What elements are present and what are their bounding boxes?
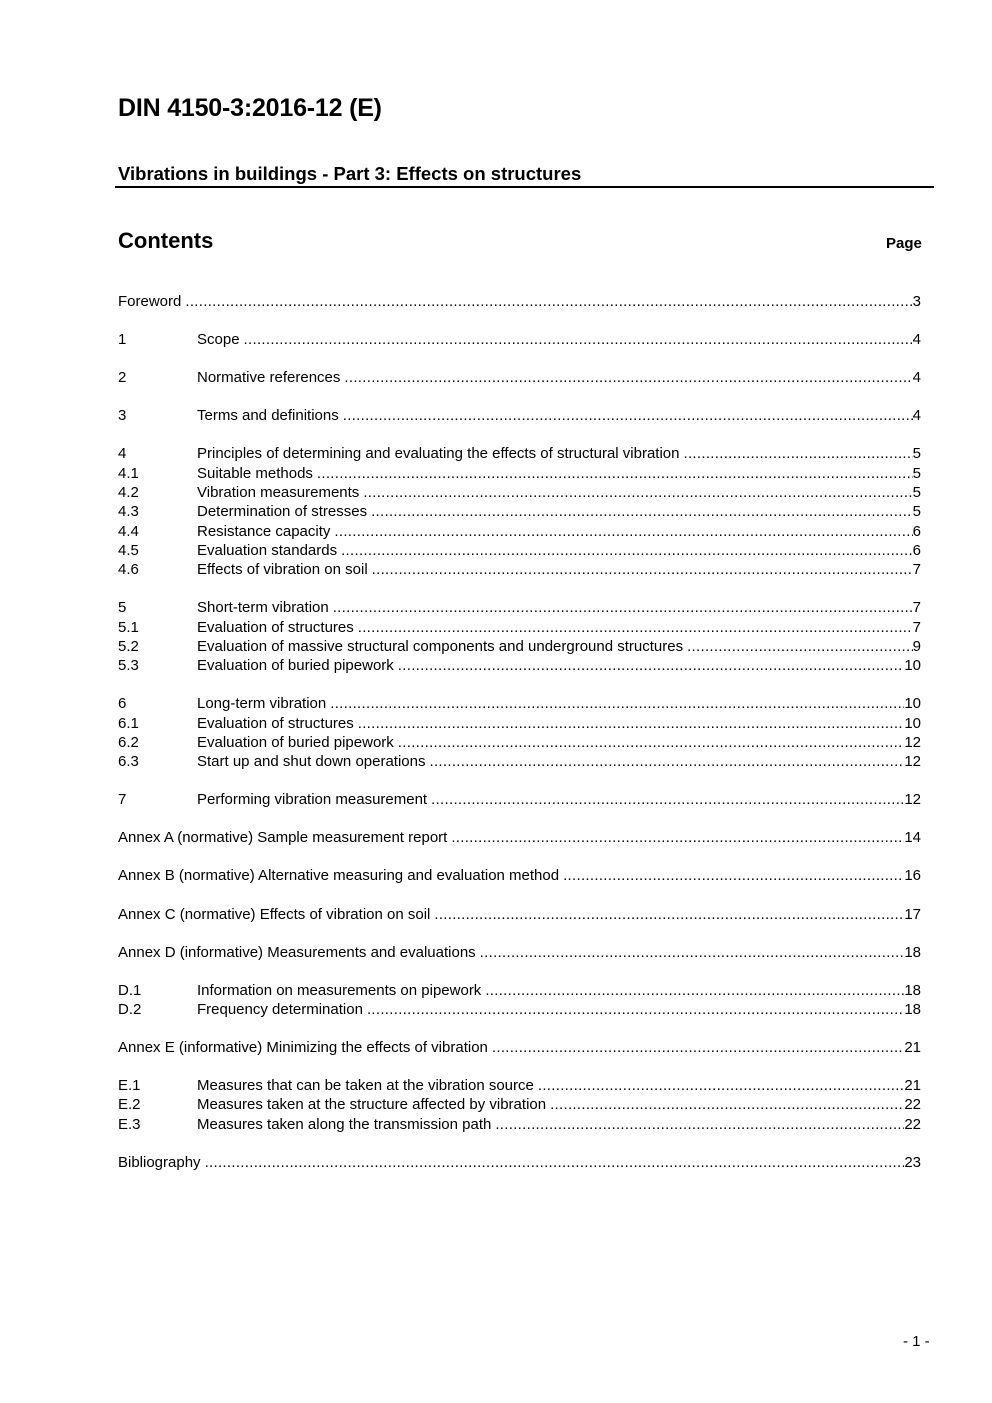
toc-entry[interactable] [118, 618, 921, 637]
document-id: DIN 4150-3:2016-12 (E) [118, 94, 382, 122]
toc-entry-page: 6 [912, 541, 921, 559]
toc-dot-leader [372, 560, 913, 579]
toc-entry-page: 7 [912, 599, 921, 617]
toc-entry[interactable] [118, 943, 921, 962]
toc-group [118, 905, 921, 924]
toc-entry-title: Terms and definitions [197, 407, 339, 425]
toc-entry-title: Long-term vibration [197, 695, 327, 713]
toc-entry-number: 1 [118, 331, 127, 349]
toc-entry-number: 2 [118, 369, 127, 387]
toc-entry-title: Scope [197, 331, 240, 349]
toc-entry-title: Suitable methods [197, 464, 313, 482]
toc-entry[interactable] [118, 502, 921, 521]
toc-dot-leader [492, 1038, 904, 1057]
toc-entry-number: 5 [118, 599, 127, 617]
toc-entry-page: 10 [904, 695, 921, 713]
toc-entry-title: Principles of determining and evaluating the effects of structural vibration [197, 445, 680, 463]
toc-entry-title: Annex B (normative) Alternative measuring and evaluation method [118, 867, 560, 885]
toc-dot-leader [480, 943, 905, 962]
toc-group [118, 598, 921, 675]
toc-dot-leader [334, 522, 912, 541]
toc-dot-leader [358, 618, 913, 637]
toc-group [118, 790, 921, 809]
toc-entry[interactable] [118, 656, 921, 675]
toc-entry-title: Resistance capacity [197, 522, 331, 540]
toc-entry[interactable] [118, 541, 921, 560]
toc-entry-number: 6.2 [118, 733, 139, 751]
toc-group [118, 444, 921, 579]
toc-entry-title: Frequency determination [197, 1000, 363, 1018]
toc-entry-page: 9 [912, 637, 921, 655]
toc-entry-title: Foreword [118, 293, 182, 310]
toc-dot-leader [244, 330, 913, 349]
toc-entry[interactable] [118, 1095, 921, 1114]
toc-entry[interactable] [118, 733, 921, 752]
toc-entry-title: Vibration measurements [197, 483, 360, 501]
toc-entry-page: 4 [912, 369, 921, 387]
toc-dot-leader [550, 1095, 904, 1114]
toc-entry-page: 5 [912, 483, 921, 501]
contents-heading: Contents [118, 228, 214, 253]
toc-entry-page: 21 [904, 1077, 921, 1095]
toc-entry-title: Annex C (normative) Effects of vibration on soil [118, 905, 431, 923]
toc-group [118, 292, 921, 311]
toc-entry-page: 12 [904, 791, 921, 809]
toc-entry-number: 4.1 [118, 464, 139, 482]
toc-entry[interactable] [118, 828, 921, 847]
toc-dot-leader [451, 828, 904, 847]
toc-group [118, 330, 921, 349]
toc-entry-number: E.2 [118, 1096, 141, 1114]
toc-entry-page: 18 [904, 943, 921, 961]
toc-group [118, 1076, 921, 1134]
toc-entry[interactable] [118, 752, 921, 771]
toc-entry-page: 10 [904, 714, 921, 732]
toc-group [118, 1153, 921, 1172]
toc-entry-title: Effects of vibration on soil [197, 561, 368, 579]
toc-entry-number: E.1 [118, 1077, 141, 1095]
toc-entry-page: 14 [904, 829, 921, 847]
toc-entry[interactable] [118, 905, 921, 924]
toc-dot-leader [430, 752, 905, 771]
toc-dot-leader [398, 656, 905, 675]
toc-entry-number: 4 [118, 445, 127, 463]
toc-dot-leader [431, 790, 904, 809]
toc-entry[interactable] [118, 522, 921, 541]
toc-entry-page: 10 [904, 657, 921, 675]
toc-dot-leader [317, 464, 913, 483]
toc-entry-title: Evaluation of structures [197, 618, 354, 636]
toc-dot-leader [538, 1076, 904, 1095]
toc-group [118, 981, 921, 1020]
toc-entry-title: Evaluation of massive structural components and underground structures [197, 637, 684, 655]
toc-dot-leader [485, 981, 904, 1000]
toc-entry-page: 18 [904, 981, 921, 999]
page-column-label: Page [886, 235, 922, 252]
toc-entry-page: 18 [904, 1000, 921, 1018]
toc-entry-page: 7 [912, 618, 921, 636]
toc-group [118, 1038, 921, 1057]
toc-dot-leader [363, 483, 912, 502]
toc-entry-page: 7 [912, 561, 921, 579]
toc-entry[interactable] [118, 560, 921, 579]
toc-dot-leader [344, 368, 912, 387]
toc-entry-title: Bibliography [118, 1153, 201, 1171]
header-rule [115, 186, 934, 188]
toc-entry-number: 6.1 [118, 714, 139, 732]
toc-dot-leader [563, 866, 904, 885]
toc-dot-leader [330, 694, 904, 713]
toc-entry-page: 4 [912, 407, 921, 425]
toc-entry[interactable] [118, 637, 921, 656]
table-of-contents [118, 292, 921, 1191]
toc-entry[interactable] [118, 1153, 921, 1172]
toc-entry-page: 12 [904, 733, 921, 751]
toc-dot-leader [434, 905, 904, 924]
toc-entry[interactable] [118, 714, 921, 733]
toc-entry-title: Determination of stresses [197, 503, 368, 521]
toc-entry-title: Normative references [197, 369, 341, 387]
toc-entry-title: Annex A (normative) Sample measurement report [118, 829, 448, 847]
toc-entry-number: 4.4 [118, 522, 139, 540]
toc-entry-page: 6 [912, 522, 921, 540]
document-subtitle: Vibrations in buildings - Part 3: Effects on structures [118, 163, 582, 184]
toc-entry-page: 22 [904, 1096, 921, 1114]
toc-entry-title: Evaluation of buried pipework [197, 657, 394, 675]
toc-entry-title: Short-term vibration [197, 599, 329, 617]
toc-entry-title: Annex D (informative) Measurements and evaluations [118, 943, 476, 961]
toc-dot-leader [341, 541, 913, 560]
toc-entry-title: Annex E (informative) Minimizing the effects of vibration [118, 1039, 488, 1057]
toc-entry-number: 6 [118, 695, 127, 713]
toc-entry-title: Measures taken at the structure affected by vibration [197, 1096, 547, 1114]
toc-entry[interactable] [118, 1000, 921, 1019]
toc-group [118, 368, 921, 387]
toc-entry-number: 5.1 [118, 618, 139, 636]
toc-entry-title: Evaluation standards [197, 541, 338, 559]
toc-dot-leader [205, 1153, 905, 1172]
toc-entry-title: Information on measurements on pipework [197, 981, 482, 999]
toc-entry[interactable] [118, 444, 921, 463]
toc-entry-number: D.2 [118, 1000, 142, 1018]
toc-group [118, 828, 921, 847]
toc-entry[interactable] [118, 464, 921, 483]
toc-entry-title: Evaluation of buried pipework [197, 733, 394, 751]
toc-entry-page: 23 [904, 1153, 921, 1171]
toc-entry[interactable] [118, 694, 921, 713]
toc-entry-number: D.1 [118, 981, 142, 999]
toc-entry[interactable] [118, 1038, 921, 1057]
toc-entry-page: 16 [904, 867, 921, 885]
toc-dot-leader [684, 444, 913, 463]
toc-entry-number: 6.3 [118, 753, 139, 771]
toc-entry-number: 4.5 [118, 541, 139, 559]
toc-entry-number: 3 [118, 407, 127, 425]
toc-dot-leader [358, 714, 905, 733]
toc-group [118, 694, 921, 771]
toc-dot-leader [185, 292, 912, 311]
toc-dot-leader [333, 598, 913, 617]
toc-entry[interactable] [118, 598, 921, 617]
toc-entry[interactable] [118, 1076, 921, 1095]
toc-entry-number: E.3 [118, 1115, 141, 1133]
toc-entry-number: 4.6 [118, 561, 139, 579]
toc-group [118, 406, 921, 425]
toc-entry-page: 17 [904, 905, 921, 923]
toc-entry-page: 5 [912, 503, 921, 521]
toc-entry-page: 21 [904, 1039, 921, 1057]
page-number: - 1 - [903, 1333, 930, 1350]
toc-dot-leader [371, 502, 913, 521]
toc-entry-page: 22 [904, 1115, 921, 1133]
toc-entry[interactable] [118, 330, 921, 349]
toc-entry[interactable] [118, 368, 921, 387]
toc-entry-title: Evaluation of structures [197, 714, 354, 732]
toc-entry-title: Measures taken along the transmission path [197, 1115, 492, 1133]
toc-entry[interactable] [118, 790, 921, 809]
toc-dot-leader [495, 1115, 904, 1134]
toc-entry-number: 5.2 [118, 637, 139, 655]
toc-entry[interactable] [118, 981, 921, 1000]
toc-dot-leader [367, 1000, 904, 1019]
toc-entry-page: 5 [912, 445, 921, 463]
toc-entry[interactable] [118, 1115, 921, 1134]
toc-group [118, 943, 921, 962]
toc-entry[interactable] [118, 866, 921, 885]
toc-entry-title: Start up and shut down operations [197, 753, 426, 771]
toc-entry[interactable] [118, 406, 921, 425]
toc-entry-page: 3 [912, 293, 921, 310]
toc-group [118, 866, 921, 885]
toc-entry-number: 5.3 [118, 657, 139, 675]
toc-entry-page: 5 [912, 464, 921, 482]
toc-entry-number: 4.2 [118, 483, 139, 501]
toc-dot-leader [687, 637, 913, 656]
toc-dot-leader [343, 406, 913, 425]
toc-entry[interactable] [118, 483, 921, 502]
toc-dot-leader [398, 733, 905, 752]
toc-entry-number: 7 [118, 791, 127, 809]
toc-entry-page: 4 [912, 331, 921, 349]
toc-entry-title: Performing vibration measurement [197, 791, 428, 809]
toc-entry[interactable] [118, 292, 921, 311]
toc-entry-title: Measures that can be taken at the vibration source [197, 1077, 534, 1095]
toc-entry-number: 4.3 [118, 503, 139, 521]
toc-entry-page: 12 [904, 753, 921, 771]
